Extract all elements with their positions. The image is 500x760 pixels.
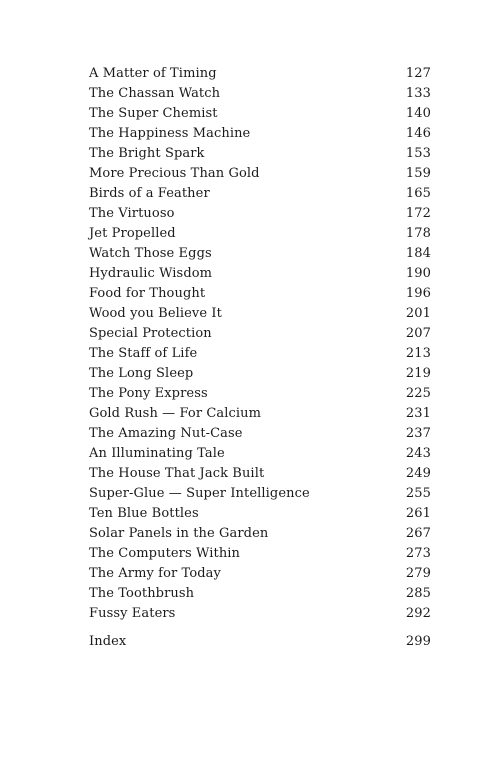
- toc-entry: [89, 544, 431, 564]
- toc-entry-page: 178: [405, 226, 431, 241]
- toc-entry: [89, 444, 431, 464]
- toc-entry: [89, 604, 431, 624]
- toc-entry-title: An Illuminating Tale: [89, 446, 225, 461]
- toc-entry-title: The Amazing Nut-Case: [89, 426, 243, 441]
- toc-entry-page: 243: [405, 446, 431, 461]
- toc-entry-page: 127: [405, 66, 431, 81]
- toc-entry-title: Gold Rush — For Calcium: [89, 406, 262, 421]
- toc-entry-title: The Bright Spark: [89, 146, 205, 161]
- toc-entry-page: 273: [405, 546, 431, 561]
- toc-index-page: 299: [405, 634, 431, 649]
- toc-entry: [89, 524, 431, 544]
- toc-entry-title: The Chassan Watch: [89, 86, 221, 101]
- toc-entry-page: 133: [405, 86, 431, 101]
- toc-entry-title: The Army for Today: [89, 566, 221, 581]
- toc-entry-page: 153: [405, 146, 431, 161]
- toc-entry: [89, 584, 431, 604]
- toc-entry-title: The Happiness Machine: [89, 126, 251, 141]
- toc-entry: [89, 104, 431, 124]
- toc-entry: [89, 244, 431, 264]
- toc-entry: [89, 284, 431, 304]
- toc-entry: [89, 384, 431, 404]
- toc-entry-title: The Virtuoso: [89, 206, 175, 221]
- toc-entry-title: Solar Panels in the Garden: [89, 526, 269, 541]
- toc-entry-title: The Long Sleep: [89, 366, 194, 381]
- toc-entry-page: 249: [405, 466, 431, 481]
- toc-entry-title: A Matter of Timing: [89, 66, 217, 81]
- toc-entry-title: More Precious Than Gold: [89, 166, 260, 181]
- table-of-contents: [89, 64, 431, 624]
- toc-entry: [89, 84, 431, 104]
- toc-entry-page: 279: [405, 566, 431, 581]
- toc-index-entry: [89, 632, 431, 652]
- toc-entry-page: 140: [405, 106, 431, 121]
- toc-entry-page: 225: [405, 386, 431, 401]
- toc-entry-title: Hydraulic Wisdom: [89, 266, 213, 281]
- toc-entry: [89, 204, 431, 224]
- toc-entry-title: Food for Thought: [89, 286, 206, 301]
- toc-entry-title: Fussy Eaters: [89, 606, 176, 621]
- toc-entry-page: 207: [405, 326, 431, 341]
- toc-entry-page: 146: [405, 126, 431, 141]
- toc-entry-page: 159: [405, 166, 431, 181]
- toc-entry-page: 237: [405, 426, 431, 441]
- toc-entry-title: Jet Propelled: [89, 226, 176, 241]
- toc-entry: [89, 504, 431, 524]
- toc-entry: [89, 264, 431, 284]
- toc-entry-page: 165: [405, 186, 431, 201]
- toc-entry-page: 231: [405, 406, 431, 421]
- toc-entry-title: The Toothbrush: [89, 586, 195, 601]
- toc-entry-page: 219: [405, 366, 431, 381]
- toc-entry-title: Birds of a Feather: [89, 186, 210, 201]
- toc-entry-page: 285: [405, 586, 431, 601]
- toc-entry: [89, 64, 431, 84]
- toc-entry-page: 196: [405, 286, 431, 301]
- toc-entry: [89, 344, 431, 364]
- toc-entry-page: 255: [405, 486, 431, 501]
- toc-entry-title: The Computers Within: [89, 546, 241, 561]
- toc-entry-title: The Staff of Life: [89, 346, 198, 361]
- toc-entry: [89, 364, 431, 384]
- toc-index-title: Index: [89, 634, 127, 649]
- toc-entry-title: The Pony Express: [89, 386, 208, 401]
- toc-entry-page: 184: [405, 246, 431, 261]
- toc-entry-title: The Super Chemist: [89, 106, 218, 121]
- toc-entry: [89, 464, 431, 484]
- toc-entry: [89, 124, 431, 144]
- toc-entry-page: 292: [405, 606, 431, 621]
- toc-entry-page: 267: [405, 526, 431, 541]
- toc-entry-page: 201: [405, 306, 431, 321]
- toc-entry-page: 190: [405, 266, 431, 281]
- toc-entry: [89, 304, 431, 324]
- toc-entry: [89, 564, 431, 584]
- toc-entry-page: 213: [405, 346, 431, 361]
- toc-entry-title: Ten Blue Bottles: [89, 506, 199, 521]
- toc-entry: [89, 164, 431, 184]
- toc-entry-title: Special Protection: [89, 326, 212, 341]
- toc-entry: [89, 404, 431, 424]
- toc-entry: [89, 424, 431, 444]
- toc-entry: [89, 484, 431, 504]
- toc-entry: [89, 144, 431, 164]
- toc-entry: [89, 324, 431, 344]
- toc-entry-title: Watch Those Eggs: [89, 246, 212, 261]
- toc-entry-title: Super-Glue — Super Intelligence: [89, 486, 310, 501]
- toc-entry: [89, 224, 431, 244]
- toc-entry: [89, 184, 431, 204]
- toc-entry-title: Wood you Believe It: [89, 306, 222, 321]
- toc-entry-page: 261: [405, 506, 431, 521]
- toc-entry-title: The House That Jack Built: [89, 466, 265, 481]
- toc-entry: [89, 632, 431, 652]
- toc-entry-page: 172: [405, 206, 431, 221]
